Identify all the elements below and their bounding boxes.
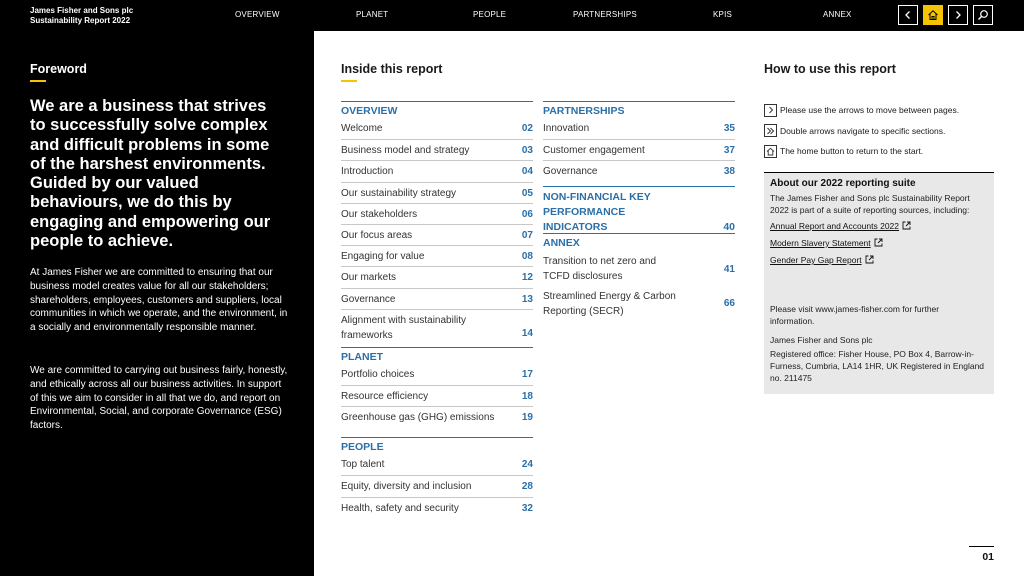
gender-pay-gap-link[interactable]: [770, 254, 988, 267]
nav-people[interactable]: PEOPLE: [473, 10, 507, 19]
toc-item-page: 66: [723, 297, 735, 309]
toc-item[interactable]: [341, 364, 533, 385]
toc-item-label: Our focus areas: [341, 229, 413, 241]
foreword-panel: [0, 31, 314, 576]
chevron-left-icon: [903, 10, 913, 20]
how-to-use-text: The home button to return to the start.: [780, 146, 924, 157]
toc-item-label: Engaging for value: [341, 251, 425, 263]
toc-item-label: Introduction: [341, 166, 394, 178]
toc-item[interactable]: [341, 406, 533, 427]
reporting-suite-intro: The James Fisher and Sons plc Sustainability Report 2022 is part of a suite of reporting sources, including:: [770, 193, 970, 215]
toc-item-label: Welcome: [341, 123, 383, 134]
search-icon: [977, 9, 989, 21]
chevron-right-icon: [764, 104, 777, 117]
toc-heading-people[interactable]: PEOPLE: [341, 437, 533, 454]
toc-item[interactable]: [341, 288, 533, 309]
toc-item[interactable]: [543, 160, 735, 181]
toc-item-label: Alignment with sustainability frameworks: [341, 314, 467, 341]
toc-item-page: 18: [521, 390, 533, 402]
foreword-lead: We are a business that strives to successfully solve complex and difficult problems in some of the harshest environments. Guided by our valued behaviours, we do this by engaging and empowering our people to achieve.: [30, 97, 271, 251]
reporting-suite-box: [764, 172, 994, 394]
brand-report: Sustainability Report 2022: [30, 15, 131, 25]
home-icon: [764, 145, 777, 158]
toc-item-label: Innovation: [543, 123, 590, 134]
toc-item[interactable]: [341, 266, 533, 287]
toc-item-page: 04: [521, 166, 533, 178]
toc-item-page: 14: [521, 327, 533, 339]
website-note: Please visit www.james-fisher.com for further information.: [770, 304, 940, 326]
double-chevron-icon: [764, 124, 777, 137]
chevron-right-icon: [953, 10, 963, 20]
toc-item-label: Governance: [543, 166, 598, 178]
toc-item-page: 05: [521, 187, 533, 199]
toc-item-label: Health, safety and security: [341, 502, 459, 514]
external-link-icon: [902, 221, 911, 230]
brand[interactable]: [30, 6, 133, 25]
toc-item-label: Transition to net zero and TCFD disclosures: [543, 255, 657, 282]
reporting-suite-title: About our 2022 reporting suite: [770, 178, 916, 189]
how-to-use-title: How to use this report: [764, 62, 896, 76]
toc-item[interactable]: [341, 224, 533, 245]
toc-item-label: Our sustainability strategy: [341, 187, 457, 199]
toc-item[interactable]: [543, 250, 735, 286]
home-icon: [927, 9, 939, 21]
how-to-use-item: [764, 121, 994, 142]
toc-item[interactable]: [543, 139, 735, 160]
search-button[interactable]: [973, 5, 993, 25]
toc-item[interactable]: [341, 160, 533, 181]
toc-item[interactable]: [341, 309, 533, 343]
nav-planet[interactable]: PLANET: [356, 10, 389, 19]
toc-kpis-label: NON-FINANCIAL KEY PERFORMANCE INDICATORS: [543, 190, 651, 233]
company-name: James Fisher and Sons plc: [770, 335, 873, 345]
toc-item-label: Our stakeholders: [341, 208, 418, 220]
toc-item-page: 38: [723, 166, 735, 178]
toc-item-label: Portfolio choices: [341, 368, 415, 380]
how-to-use-text: Please use the arrows to move between pages.: [780, 105, 960, 116]
toc-item-page: 08: [521, 251, 533, 263]
toc-item[interactable]: [341, 182, 533, 203]
foreword-paragraph-1: At James Fisher we are committed to ensuring that our business model creates value for all our stakeholders; shareholders, employees, customers and suppliers, local communities in which we operate, and the environment, in a socially and environmentally responsible manner.: [30, 267, 288, 334]
toc-item-label: Greenhouse gas (GHG) emissions: [341, 412, 495, 424]
contents-title: Inside this report: [341, 62, 443, 76]
toc-item[interactable]: [341, 139, 533, 160]
nav-partnerships[interactable]: PARTNERSHIPS: [573, 10, 637, 19]
toc-kpis-page: 40: [723, 220, 735, 233]
toc-item-page: 17: [521, 368, 533, 380]
toc-item-page: 02: [521, 123, 533, 134]
toc-item-label: Customer engagement: [543, 145, 645, 157]
toc-heading-kpis[interactable]: [543, 186, 735, 233]
link-text: Gender Pay Gap Report: [770, 255, 862, 265]
toc-item-page: 41: [723, 263, 735, 275]
nav-overview[interactable]: OVERVIEW: [235, 10, 280, 19]
toc-item-page: 35: [723, 123, 735, 134]
contents-accent-rule: [341, 80, 357, 82]
toc-item[interactable]: [341, 475, 533, 496]
nav-annex[interactable]: ANNEX: [823, 10, 852, 19]
modern-slavery-link[interactable]: [770, 237, 988, 250]
toc-item[interactable]: [341, 385, 533, 406]
how-to-use-item: [764, 141, 994, 162]
toc-item-page: 28: [521, 481, 533, 493]
how-to-use-text: Double arrows navigate to specific sections.: [780, 125, 946, 136]
toc-heading-partnerships[interactable]: PARTNERSHIPS: [543, 101, 735, 118]
toc-item-page: 24: [521, 459, 533, 471]
toc-item[interactable]: [341, 245, 533, 266]
contents-column-1: [341, 101, 533, 518]
toc-heading-overview[interactable]: OVERVIEW: [341, 101, 533, 118]
toc-item-label: Top talent: [341, 459, 385, 471]
toc-item-page: 32: [521, 502, 533, 514]
toc-heading-annex[interactable]: ANNEX: [543, 233, 735, 250]
toc-item-label: Resource efficiency: [341, 390, 429, 402]
top-navigation-bar: [0, 0, 1024, 31]
toc-heading-planet[interactable]: PLANET: [341, 347, 533, 364]
toc-item-label: Business model and strategy: [341, 145, 470, 157]
toc-item-page: 12: [521, 272, 533, 284]
previous-page-button[interactable]: [898, 5, 918, 25]
toc-item-page: 06: [521, 208, 533, 220]
registered-address: Registered office: Fisher House, PO Box 4, Barrow-in-Furness, Cumbria, LA14 1HR, UK Registered in England no. 211475: [770, 349, 985, 383]
toc-item[interactable]: [341, 497, 533, 518]
toc-item[interactable]: [341, 454, 533, 475]
how-to-use-item: [764, 100, 994, 121]
toc-item-page: 13: [521, 293, 533, 305]
foreword-paragraph-2: We are committed to carrying out business fairly, honestly, and ethically across all our business activities. In support of this we aim to consider in all that we do, and report on Environmental, Social, and corporate Governance (ESG) factors.: [30, 365, 288, 432]
toc-item[interactable]: [341, 118, 533, 139]
page-number: 01: [969, 546, 994, 563]
external-link-icon: [865, 255, 874, 264]
nav-kpis[interactable]: KPIS: [713, 10, 733, 19]
toc-item-page: 19: [521, 412, 533, 424]
toc-item[interactable]: [543, 118, 735, 139]
contents-column-2: [543, 101, 735, 320]
link-text: Annual Report and Accounts 2022: [770, 221, 900, 231]
toc-item-page: 07: [521, 229, 533, 241]
toc-item[interactable]: [543, 286, 735, 320]
link-text: Modern Slavery Statement: [770, 238, 871, 248]
home-button[interactable]: [923, 5, 943, 25]
foreword-accent-rule: [30, 80, 46, 82]
foreword-title: Foreword: [30, 62, 87, 76]
how-to-use-list: [764, 100, 994, 162]
toc-item-label: Streamlined Energy & Carbon Reporting (SECR): [543, 290, 676, 317]
toc-item-page: 03: [521, 145, 533, 157]
toc-item[interactable]: [341, 203, 533, 224]
toc-item-label: Equity, diversity and inclusion: [341, 481, 472, 493]
brand-company: James Fisher and Sons plc: [30, 6, 134, 15]
annual-report-link[interactable]: [770, 220, 988, 233]
toc-item-page: 37: [723, 145, 735, 157]
next-page-button[interactable]: [948, 5, 968, 25]
toc-item-label: Governance: [341, 293, 396, 305]
toc-item-label: Our markets: [341, 272, 397, 284]
external-link-icon: [874, 238, 883, 247]
